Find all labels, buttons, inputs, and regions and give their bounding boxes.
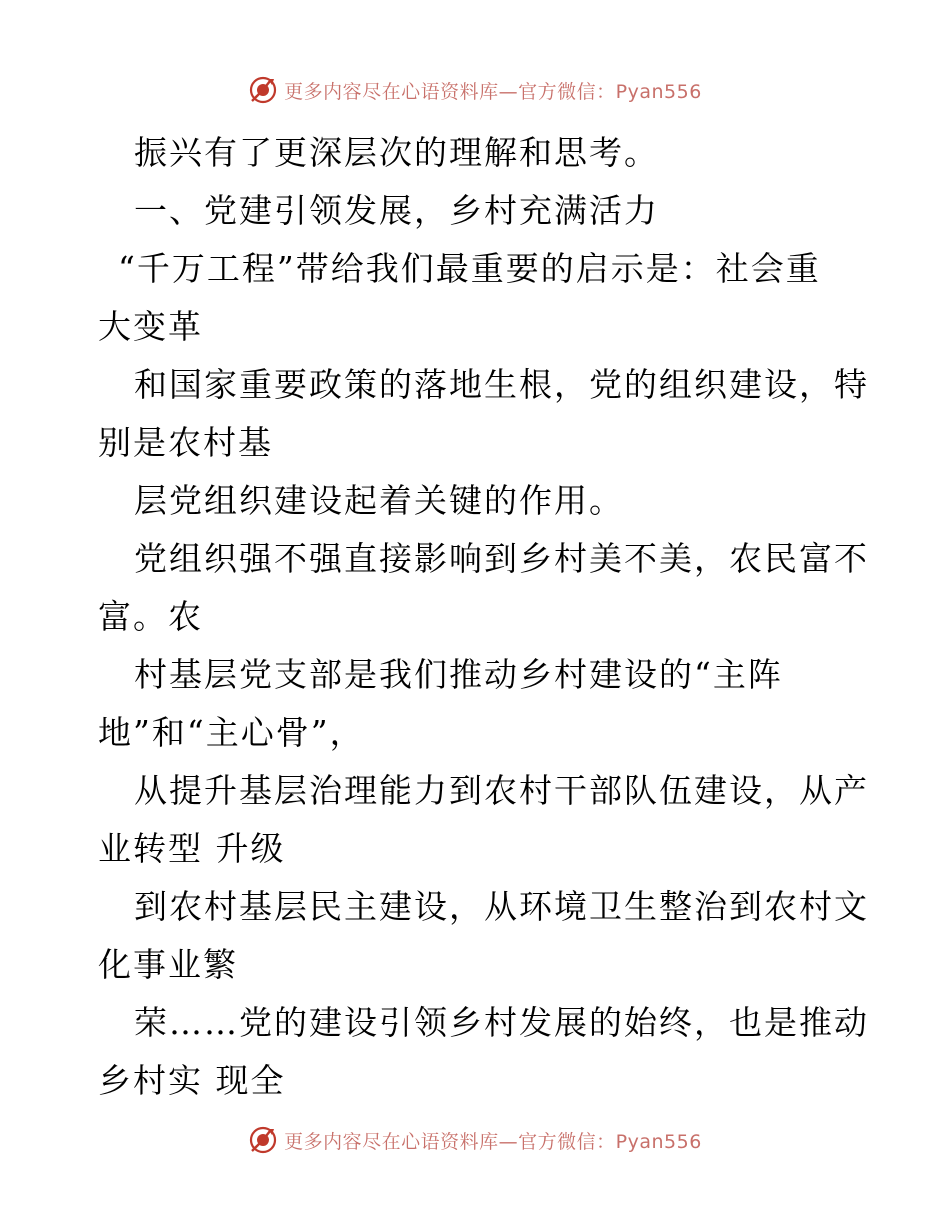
header-banner xyxy=(0,72,950,108)
text-line: “千万工程”带给我们最重要的启示是：社会重 xyxy=(118,249,821,288)
text-line: 从提升基层治理能力到农村干部队伍建设，从产 xyxy=(134,771,869,810)
text-line: 党组织强不强直接影响到乡村美不美，农民富不 xyxy=(134,539,869,578)
text-line: 乡村实 现全 xyxy=(98,1061,286,1100)
text-line: 大变革 xyxy=(98,307,203,346)
text-line: 业转型 升级 xyxy=(98,829,286,868)
text-line: 和国家重要政策的落地生根，党的组织建设，特 xyxy=(134,365,869,404)
text-line: 层党组织建设起着关键的作用。 xyxy=(134,481,624,520)
text-line: 别是农村基 xyxy=(98,423,273,462)
document-body xyxy=(98,124,869,1110)
text-line: 荣……党的建设引领乡村发展的始终，也是推动 xyxy=(134,1003,869,1042)
text-line: 振兴有了更深层次的理解和思考。 xyxy=(134,133,659,172)
text-line: 村基层党支部是我们推动乡村建设的“主阵 xyxy=(134,655,783,694)
footer-banner-text: 更多内容尽在心语资料库—官方微信：Pyan556 xyxy=(284,1130,702,1153)
header-banner-text: 更多内容尽在心语资料库—官方微信：Pyan556 xyxy=(284,80,702,103)
text-line: 富。农 xyxy=(98,597,203,636)
section-heading: 一、党建引领发展，乡村充满活力 xyxy=(134,191,659,230)
logo-icon xyxy=(248,1125,278,1155)
logo-icon xyxy=(248,75,278,105)
text-line: 地”和“主心骨”， xyxy=(98,713,365,752)
footer-banner xyxy=(0,1122,950,1158)
text-line: 到农村基层民主建设，从环境卫生整治到农村文 xyxy=(134,887,869,926)
text-line: 化事业繁 xyxy=(98,945,238,984)
